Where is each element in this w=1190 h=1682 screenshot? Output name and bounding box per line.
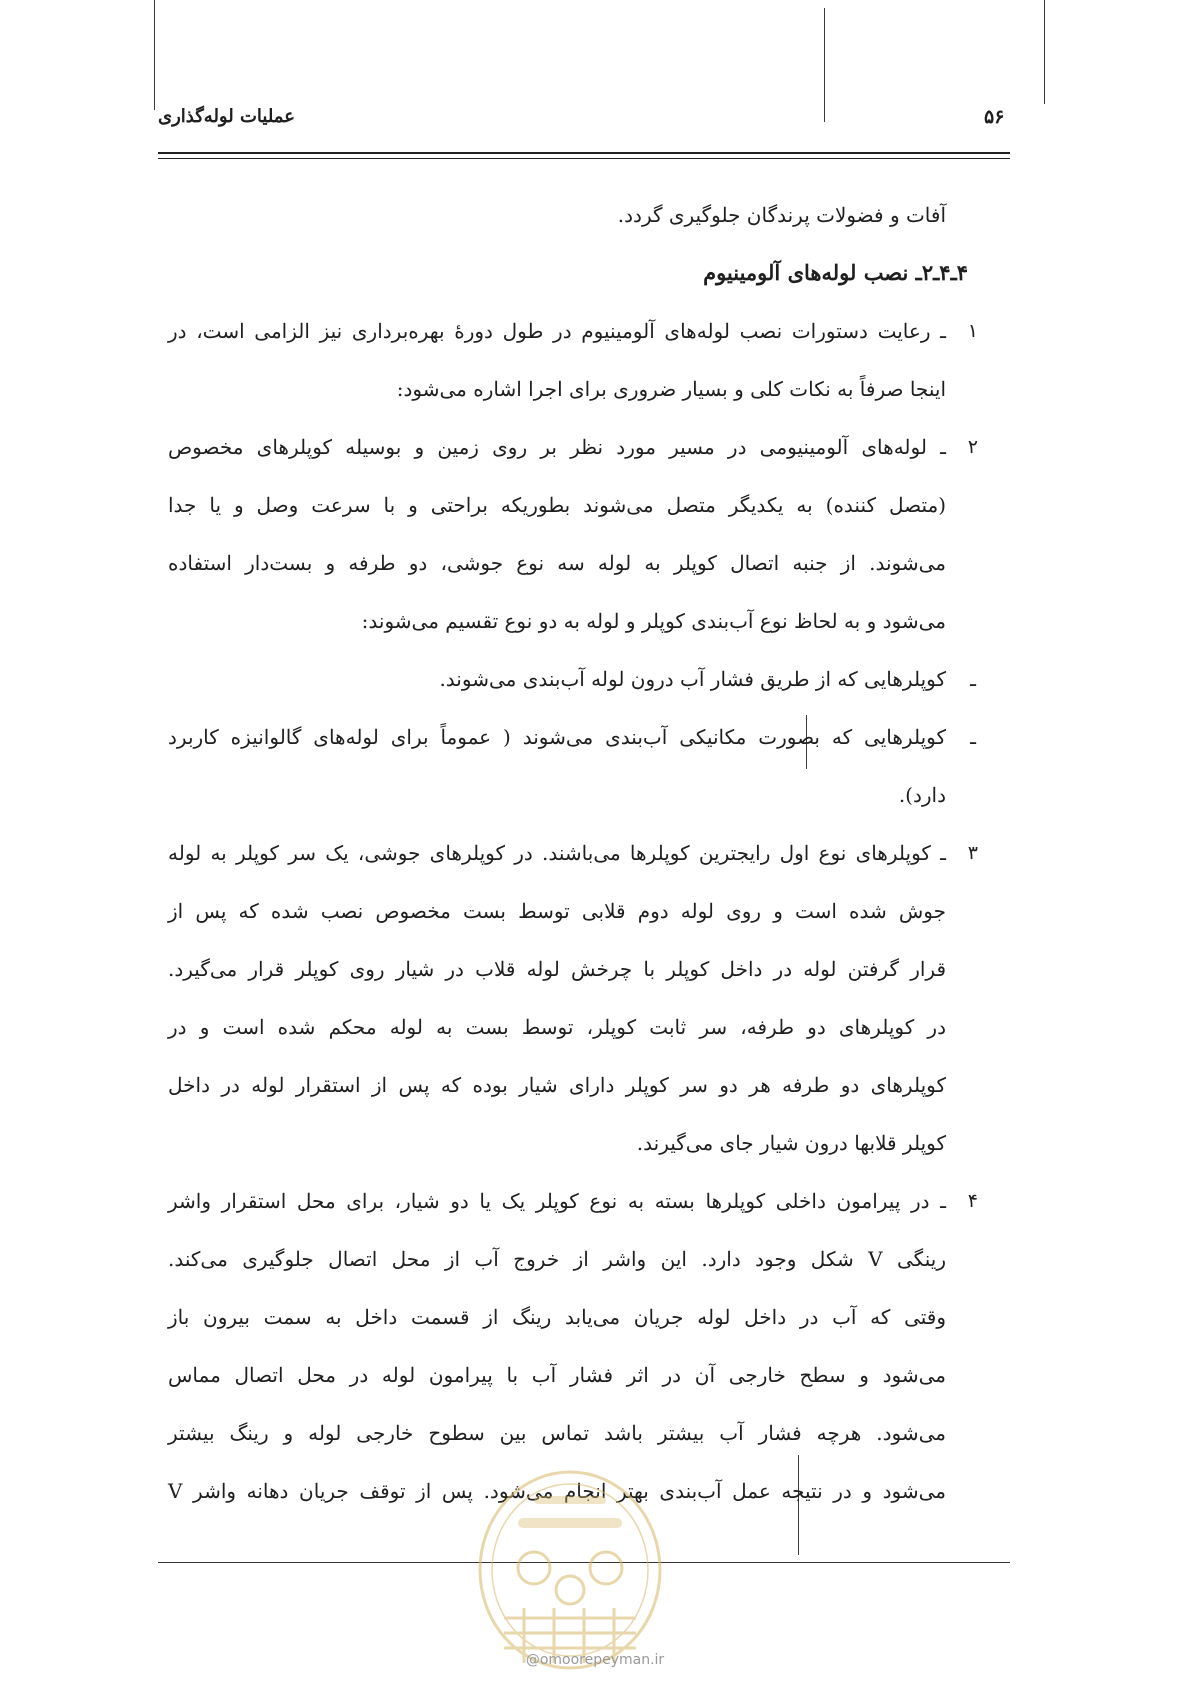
paragraph-line: رینگی V شکل وجود دارد. این واشر از خروج آب از محل اتصال جلوگیری می‌کند. [168,1247,946,1271]
item-number: ۳ [967,842,978,864]
paragraph-line: می‌شود. هرچه فشار آب بیشتر باشد تماس بین سطوح خارجی لوله و رینگ بیشتر [168,1421,946,1445]
paragraph-line: ـ لوله‌های آلومینیومی در مسیر مورد نظر بر روی زمین و بوسیله کوپلرهای مخصوص [168,435,946,459]
paragraph-line: اینجا صرفاً به نکات کلی و بسیار ضروری برای اجرا اشاره می‌شود: [396,377,946,401]
numbered-item-3 [168,824,978,1172]
paragraph-line: دارد). [898,783,946,807]
numbered-item-2 [168,418,978,650]
paragraph-line: کوپلرهای دو طرفه هر دو سر کوپلر دارای شیار بوده که پس از استقرار لوله در داخل [168,1073,946,1097]
paragraph-line: کوپلرهایی که بصورت مکانیکی آب‌بندی می‌شوند ( عموماً برای لوله‌های گالوانیزه کاربرد [168,725,946,749]
bullet-marker: ـ [970,667,976,691]
paragraph-line: در کوپلرهای دو طرفه، سر ثابت کوپلر، توسط بست به لوله محکم شده است و در [168,1015,946,1039]
paragraph-line: جوش شده است و روی لوله دوم قلابی توسط بست مخصوص نصب شده که پس از [168,899,946,923]
paragraph-line: ـ کوپلرهای نوع اول رایجترین کوپلرها می‌باشند. در کوپلرهای جوشی، یک سر کوپلر به لوله [168,841,946,865]
page-number: ۵۶ [984,106,1005,128]
item-number: ۱ [967,320,978,342]
paragraph-line: کوپلرهایی که از طریق فشار آب درون لوله آب‌بندی می‌شوند. [439,667,946,691]
bullet-marker: ـ [970,725,976,749]
scan-artifact-top-mid [824,8,825,122]
numbered-item-1 [168,302,978,418]
paragraph-line: ـ رعایت دستورات نصب لوله‌های آلومینیوم در طول دورهٔ بهره‌برداری نیز الزامی است، در [168,319,946,343]
scan-artifact-top-left [154,0,155,110]
bullet-item-2 [168,708,976,824]
item-number: ۲ [967,436,978,458]
intro-line: آفات و فضولات پرندگان جلوگیری گردد. [617,203,946,227]
paragraph-line: می‌شوند. از جنبه اتصال کوپلر به لوله سه نوع جوشی، دو طرفه و بست‌دار استفاده [168,551,946,575]
item-number: ۴ [967,1190,978,1212]
bullet-item-1 [168,650,976,708]
header-rule-thin [158,158,1010,159]
page-body [168,186,978,1520]
paragraph-line: قرار گرفتن لوله در داخل کوپلر با چرخش لوله قلاب در شیار روی کوپلر قرار می‌گیرد. [168,957,947,981]
paragraph-line: می‌شود و به لحاظ نوع آب‌بندی کوپلر و لوله به دو نوع تقسیم می‌شوند: [361,609,946,633]
paragraph-line: (متصل کننده) به یکدیگر متصل می‌شوند بطوریکه براحتی و با سرعت وصل و یا جدا [168,493,946,517]
running-header-title: عملیات لوله‌گذاری [158,106,295,127]
section-heading: ۴ـ۴ـ۲ـ نصب لوله‌های آلومینیوم [703,260,968,285]
header-rule-thick [158,152,1010,154]
watermark-url: @omoorepeyman.ir [525,1652,665,1668]
paragraph-line: می‌شود و سطح خارجی آن در اثر فشار آب با پیرامون لوله در محل اتصال مماس [168,1363,946,1387]
publisher-seal-watermark-icon [474,1468,666,1672]
paragraph-line: کوپلر قلابها درون شیار جای می‌گیرند. [636,1131,946,1155]
paragraph-line: ـ در پیرامون داخلی کوپلرها بسته به نوع کوپلر یک یا دو شیار، برای محل استقرار واشر [168,1189,946,1213]
scan-artifact-top-right [1044,0,1045,104]
paragraph-line: وقتی که آب در داخل لوله جریان می‌یابد رینگ از قسمت داخل به سمت بیرون باز [168,1305,946,1329]
paragraph-line: می‌شود و در نتیجه عمل آب‌بندی بهتر انجام می‌شود. پس از توقف جریان دهانه واشر V [168,1479,946,1503]
